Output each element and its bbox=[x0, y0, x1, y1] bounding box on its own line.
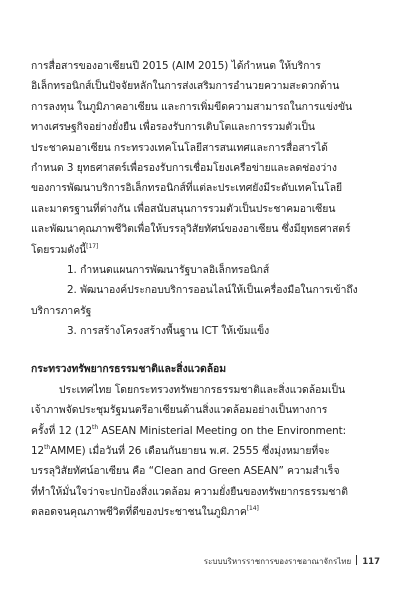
ordinal-suffix: th bbox=[92, 423, 99, 431]
section-line-text: ตลอดจนคุณภาพชีวิตที่ดีของประชาชนในภูมิภาค bbox=[31, 506, 247, 519]
paragraph-line: อิเล็กทรอนิกส์เป็นปัจจัยหลักในการส่งเสริมการอำนวยความสะดวกด้าน bbox=[31, 80, 340, 93]
section-line-text: ครั้งที่ 12 (12 bbox=[31, 424, 93, 437]
section-line: ประเทศไทย โดยกระทรวงทรัพยากรธรรมชาติและสิ่งแวดล้อมเป็น bbox=[59, 383, 346, 396]
strategy-list bbox=[31, 260, 381, 342]
paragraph-line: และพัฒนาคุณภาพชีวิตเพื่อให้บรรลุวิสัยทัศน์ของอาเซียน ซึ่งมียุทธศาสตร์ bbox=[31, 223, 351, 236]
section-line-text: 12 bbox=[31, 445, 45, 458]
strategy-item-1: 1. กำหนดแผนการพัฒนารัฐบาลอิเล็กทรอนิกส์ bbox=[67, 263, 270, 276]
paragraph-line: การลงทุน ในภูมิภาคอาเซียน และการเพิ่มขีดความสามารถในการแข่งขัน bbox=[31, 100, 353, 113]
paragraph-strategies-intro bbox=[31, 56, 381, 260]
strategy-item-2-continued: บริการภาครัฐ bbox=[31, 304, 92, 317]
paragraph-line: การสื่อสารของอาเซียนปี 2015 (AIM 2015) ได้กำหนด ให้บริการ bbox=[31, 60, 321, 72]
environment-section bbox=[31, 359, 381, 522]
section-line: ที่ทำให้มั่นใจว่าจะปกป้องสิ่งแวดล้อม ความยั่งยืนของทรัพยากรธรรมชาติ bbox=[31, 485, 348, 498]
section-line bbox=[31, 502, 381, 522]
paragraph-last-line bbox=[31, 240, 381, 260]
paragraph-line: และมาตรฐานที่ต่างกัน เพื่อสนับสนุนการรวมตัวเป็นประชาคมอาเซียน bbox=[31, 202, 336, 215]
paragraph-line-text: โดยรวมดังนี้ bbox=[31, 243, 87, 256]
reference-marker: [14] bbox=[246, 505, 259, 513]
paragraph-line: ของการพัฒนาบริการอิเล็กทรอนิกส์ที่แต่ละประเทศยังมีระดับเทคโนโลยี bbox=[31, 182, 343, 195]
ordinal-suffix: th bbox=[44, 444, 51, 452]
strategy-item-3: 3. การสร้างโครงสร้างพื้นฐาน ICT ให้เข้มแข็ง bbox=[67, 325, 270, 338]
paragraph-line: กำหนด 3 ยุทธศาสตร์เพื่อรองรับการเชื่อมโยงเครือข่ายและลดช่องว่าง bbox=[31, 161, 337, 174]
section-line bbox=[31, 421, 381, 441]
section-heading: กระทรวงทรัพยากรธรรมชาติและสิ่งแวดล้อม bbox=[31, 363, 227, 376]
reference-marker: [17] bbox=[86, 242, 99, 250]
strategy-item-2: 2. พัฒนาองค์ประกอบบริการออนไลน์ให้เป็นเครื่องมือในการเข้าถึง bbox=[67, 284, 358, 297]
section-line: เจ้าภาพจัดประชุมรัฐมนตรีอาเซียนด้านสิ่งแวดล้อมอย่างเป็นทางการ bbox=[31, 404, 328, 417]
footer-divider bbox=[356, 555, 357, 565]
section-line-text: ASEAN Ministerial Meeting on the Environment: bbox=[98, 424, 347, 437]
page-footer bbox=[200, 555, 380, 569]
page-number: 117 bbox=[362, 557, 380, 567]
body-text bbox=[31, 56, 381, 523]
paragraph-line: ประชาคมอาเซียน กระทรวงเทคโนโลยีสารสนเทศและการสื่อสารได้ bbox=[31, 141, 328, 154]
section-line-text: AMME) เมื่อวันที่ 26 เดือนกันยายน พ.ศ. 2555 ซึ่งมุ่งหมายที่จะ bbox=[50, 445, 330, 458]
footer-title: ระบบบริหารราชการของราชอาณาจักรไทย bbox=[203, 557, 352, 566]
paragraph-line: ทางเศรษฐกิจอย่างยั่งยืน เพื่อรองรับการเติบโตและการรวมตัวเป็น bbox=[31, 121, 315, 134]
section-line bbox=[31, 441, 381, 461]
section-line: บรรลุวิสัยทัศน์อาเซียน คือ “Clean and Green ASEAN” ความสำเร็จ bbox=[31, 465, 340, 478]
section-spacer bbox=[31, 341, 381, 353]
